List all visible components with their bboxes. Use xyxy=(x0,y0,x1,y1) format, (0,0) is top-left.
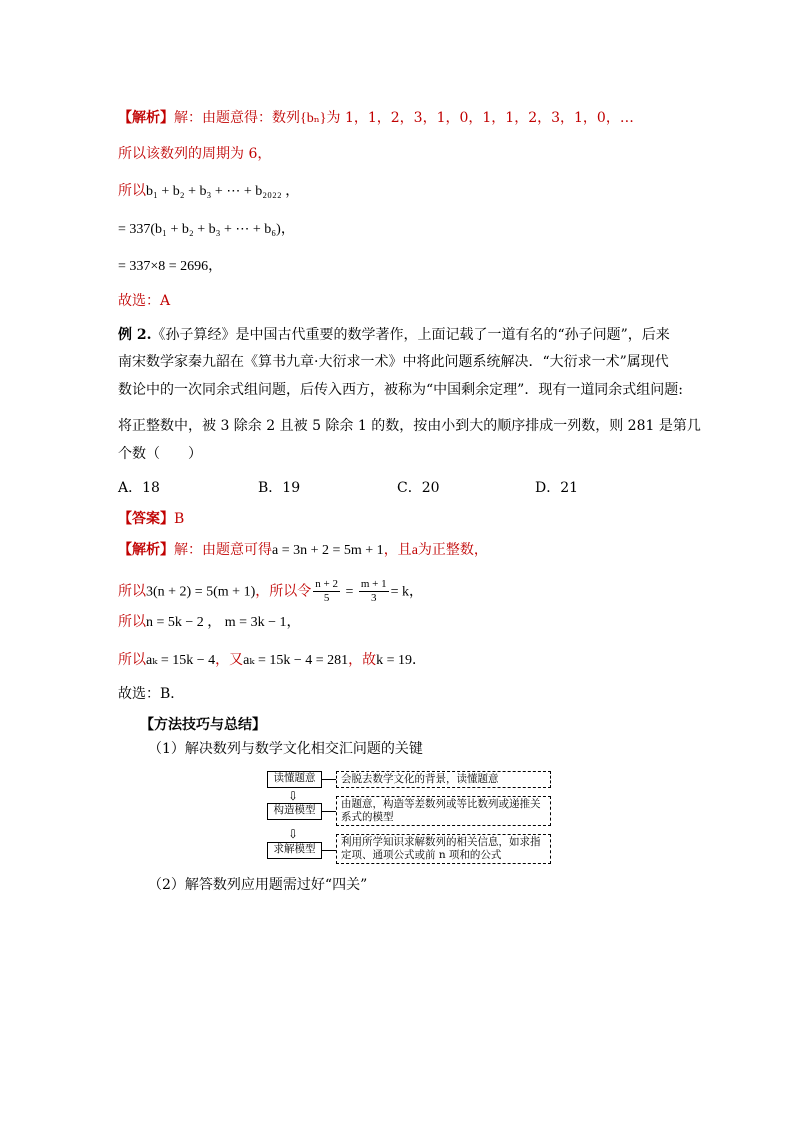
solution1-sum-expression: b₁ + b₂ + b₃ + ⋯ + b₂₀₂₂ ， xyxy=(146,184,300,199)
flow-step3-box: 求解模型 xyxy=(267,842,322,859)
solution1-line2: 所以该数列的周期为 6， xyxy=(118,146,272,162)
solution2-text: 所以 xyxy=(118,652,146,668)
fraction-numerator: m + 1 xyxy=(360,578,387,590)
solution1-line1 xyxy=(118,109,634,128)
solution1-text: 解：由题意得：数列 xyxy=(174,110,300,126)
solution2-equation: aₖ = 15k − 4 xyxy=(146,653,216,668)
option-b: B．19 xyxy=(258,480,301,496)
answer-value: B xyxy=(174,511,185,527)
solution2-line4 xyxy=(118,651,426,670)
solution2-equation: 3(n + 2) = 5(m + 1) xyxy=(146,584,256,600)
answer-tag: 【答案】 xyxy=(118,511,174,527)
fraction-denominator: 5 xyxy=(323,592,330,604)
solution1-line4: = 337(b₁ + b₂ + b₃ + ⋯ + b₆)， xyxy=(118,222,295,237)
solution2-equation: = k， xyxy=(390,584,424,600)
solution2-text: ，又 xyxy=(215,652,244,668)
solution2-text: 所以 xyxy=(118,583,146,600)
down-arrow-icon: ⇩ xyxy=(288,789,299,803)
flow-connector xyxy=(322,779,336,780)
solution1-line5: = 337×8 = 2696， xyxy=(118,259,223,274)
flow-step2-box: 构造模型 xyxy=(267,803,322,820)
fraction-numerator: n + 2 xyxy=(315,578,338,590)
solution2-text: ． xyxy=(412,652,427,668)
option-a: A．18 xyxy=(118,480,160,496)
solution2-text: 为正整数， xyxy=(417,542,488,558)
solution2-text: 所以 xyxy=(118,614,146,630)
solution2-line2: 所以3(n + 2) = 5(m + 1)，所以令 $\frac{n + 2}{5}$ = $\frac{m + 1}{3}$ = k， xyxy=(118,578,424,604)
fraction xyxy=(359,578,389,605)
solution2-line3 xyxy=(118,613,300,632)
sequence-symbol: {bₙ} xyxy=(300,111,327,126)
flow-step1-box: 读懂题意 xyxy=(267,771,322,788)
example2-text-line: 将正整数中，被 3 除余 2 且被 5 除余 1 的数，按由小到大的顺序排成一列数，则 281 是第几 xyxy=(118,418,701,434)
solution2-line1 xyxy=(118,541,488,560)
solution2-text: ，故 xyxy=(348,652,377,668)
solution2-text: 解：由题意可得 xyxy=(174,542,272,558)
example2-text-line: 数论中的一次同余式组问题，后传入西方，被称为“中国剩余定理”．现有一道同余式组问题: xyxy=(118,382,684,398)
analysis-tag: 【解析】 xyxy=(118,542,174,558)
option-d: D．21 xyxy=(535,480,579,496)
solution2-equation: n = 5k − 2 ， m = 3k − 1， xyxy=(146,615,301,630)
analysis-tag: 【解析】 xyxy=(118,110,174,126)
example2-text-line: 个数（ ） xyxy=(118,446,202,462)
example2-label: 例 2. xyxy=(118,327,152,343)
flow-step1-desc: 会脱去数学文化的背景，读懂题意 xyxy=(336,771,551,788)
solution2-text: ，且 xyxy=(383,542,412,558)
solution1-line3-prefix: 所以 xyxy=(118,183,146,199)
flow-connector xyxy=(322,811,336,812)
example2-text-line: 《孙子算经》是中国古代重要的数学著作，上面记载了一道有名的“孙子问题”，后来 xyxy=(151,327,670,343)
solution1-conclusion: 故选：A xyxy=(118,293,171,309)
solution2-text: ，所以令 xyxy=(255,583,312,600)
example2-text-line: 南宋数学家秦九韶在《算书九章·大衍求一术》中将此问题系统解决．“大衍求一术”属现代 xyxy=(118,354,669,370)
solution2-equation: aₖ = 15k − 4 = 281 xyxy=(243,653,349,668)
example2-line1 xyxy=(118,326,670,344)
solution2-conclusion: 故选：B． xyxy=(118,686,185,702)
fraction xyxy=(313,578,340,605)
flow-step3-desc: 利用所学知识求解数列的相关信息，如求指定项、通项公式或前 n 项和的公式 xyxy=(336,834,551,864)
flow-connector xyxy=(322,850,336,851)
solution1-line3 xyxy=(118,182,299,201)
fraction-denominator: 3 xyxy=(370,592,377,604)
solution2-equation: a = 3n + 2 = 5m + 1 xyxy=(272,543,384,558)
summary-title: 【方法技巧与总结】 xyxy=(140,717,266,733)
flow-step2-desc: 由题意，构造等差数列或等比数列或递推关系式的模型 xyxy=(336,796,551,826)
summary-item2: （2）解答数列应用题需过好“四关” xyxy=(148,877,368,893)
down-arrow-icon: ⇩ xyxy=(288,827,299,841)
answer-line xyxy=(118,510,184,528)
summary-item1: （1）解决数列与数学文化相交汇问题的关键 xyxy=(148,741,423,757)
option-c: C．20 xyxy=(397,480,440,496)
solution2-equation: k = 19 xyxy=(376,653,413,668)
sequence-values: 为 1，1，2，3，1，0，1，1，2，3，1，0，… xyxy=(326,110,634,126)
solution2-variable: a xyxy=(411,543,418,558)
